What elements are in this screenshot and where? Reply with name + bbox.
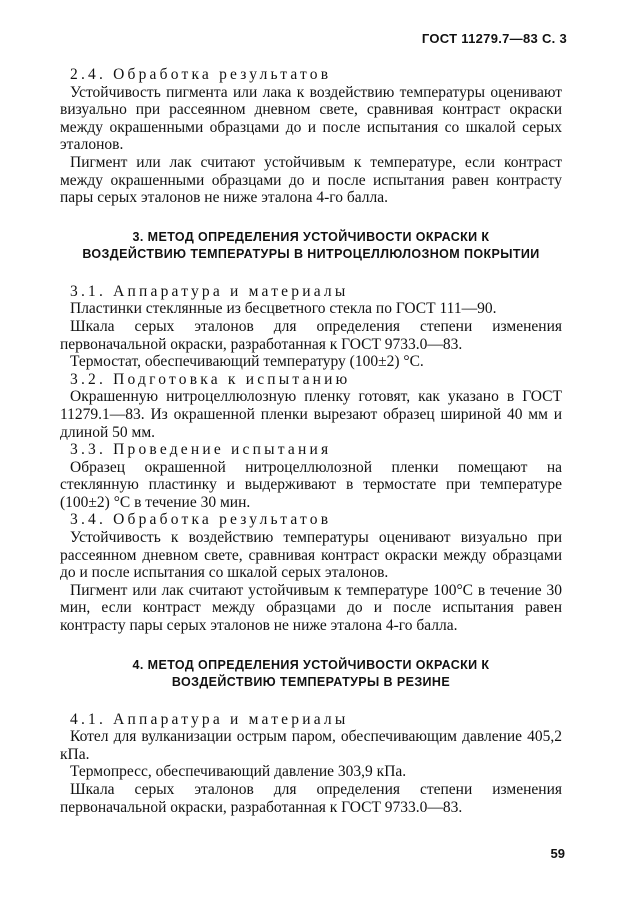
subsection-title-4-1: 4.1. Аппаратура и материалы: [70, 710, 349, 728]
paragraph: Пигмент или лак считают устойчивым к температуре, если контраст между окрашенными образцами до и после испытания равен контрасту пары серых эталонов не ниже эталона 4-го балла.: [60, 153, 562, 207]
paragraph: Пластинки стеклянные из бесцветного стекла по ГОСТ 111—90.: [70, 300, 497, 318]
paragraph: Окрашенную нитроцеллюлозную пленку готовят, как указано в ГОСТ 11279.1—83. Из окрашенной пленки вырезают образец шириной 40 мм и длиной 50 мм.: [60, 388, 562, 441]
paragraph: Устойчивость пигмента или лака к воздействию температуры оценивают визуально при рассеянном дневном свете, сравнивая контраст окраски между окрашенными образцами до и после испытания со шкалой серых эталонов.: [60, 83, 562, 154]
subsection-title-3-1: 3.1. Аппаратура и материалы: [70, 282, 349, 300]
section-heading-line: ВОЗДЕЙСТВИЮ ТЕМПЕРАТУРЫ В НИТРОЦЕЛЛЮЛОЗНОМ ПОКРЫТИИ: [82, 246, 540, 261]
section-heading-4: [60, 657, 562, 691]
subsection-title-3-4: 3.4. Обработка результатов: [70, 511, 332, 529]
paragraph: Котел для вулканизации острым паром, обеспечивающим давление 405,2 кПа.: [60, 728, 562, 763]
paragraph: Термостат, обеспечивающий температуру (100±2) °С.: [70, 353, 424, 371]
section-heading-line: ВОЗДЕЙСТВИЮ ТЕМПЕРАТУРЫ В РЕЗИНЕ: [171, 674, 451, 689]
paragraph: Термопресс, обеспечивающий давление 303,9 кПа.: [70, 763, 407, 781]
paragraph: Шкала серых эталонов для определения степени изменения первоначальной окраски, разработанная к ГОСТ 9733.0—83.: [60, 317, 562, 353]
paragraph: Шкала серых эталонов для определения степени изменения первоначальной окраски, разработанная к ГОСТ 9733.0—83.: [60, 781, 562, 816]
section-heading-3: [60, 229, 562, 263]
paragraph: Пигмент или лак считают устойчивым к температуре 100°С в течение 30 мин, если контраст между образцами до и после испытания равен контрасту пары серых эталонов не ниже эталона 4-го балла.: [60, 581, 562, 635]
paragraph: Устойчивость к воздействию температуры оценивают визуально при рассеянном дневном свете, сравнивая контраст окраски между образцами до и после испытания со шкалой серых эталонов.: [60, 529, 562, 582]
page-content: [60, 66, 562, 816]
subsection-title-3-2: 3.2. Подготовка к испытанию: [70, 370, 351, 388]
section-heading-line: 4. МЕТОД ОПРЕДЕЛЕНИЯ УСТОЙЧИВОСТИ ОКРАСКИ К: [132, 657, 490, 672]
subsection-title-3-3: 3.3. Проведение испытания: [70, 441, 332, 459]
page-header: ГОСТ 11279.7—83 С. 3: [421, 31, 567, 46]
page-number: 59: [550, 846, 565, 861]
paragraph: Образец окрашенной нитроцеллюлозной пленки помещают на стеклянную пластинку и выдерживают в термостате при температуре (100±2) °С в течение 30 мин.: [60, 458, 562, 511]
subsection-title-2-4: 2.4. Обработка результатов: [70, 66, 332, 83]
section-heading-line: 3. МЕТОД ОПРЕДЕЛЕНИЯ УСТОЙЧИВОСТИ ОКРАСКИ К: [132, 229, 490, 244]
